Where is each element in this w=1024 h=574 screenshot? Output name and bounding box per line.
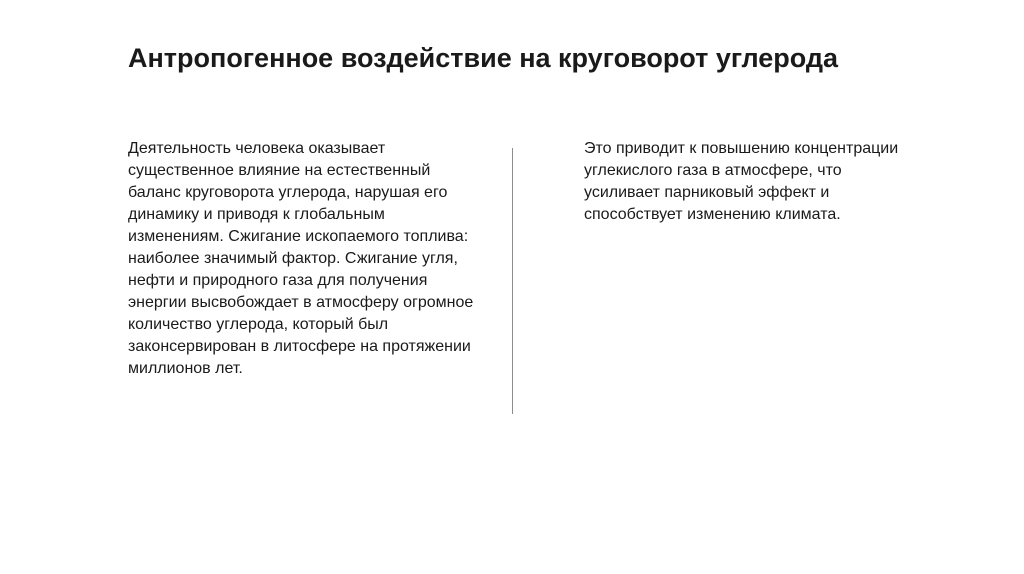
left-text-column: [128, 138, 478, 380]
slide-title: Антропогенное воздействие на круговорот углерода: [128, 43, 839, 73]
left-paragraph: Деятельность человека оказывает существенное влияние на естественный баланс круговорота углерода, нарушая его динамику и приводя к глобальным изменениям. Сжигание ископаемого топлива: наиболее значимый фактор. Сжигание угля, нефти и природного газа для получения энергии высвобождает в атмосферу огромное количество углерода, который был законсервирован в литосфере на протяжении миллионов лет.: [128, 140, 474, 377]
right-text-column: [584, 138, 904, 226]
column-divider: [512, 148, 513, 414]
right-paragraph: Это приводит к повышению концентрации углекислого газа в атмосфере, что усиливает парниковый эффект и способствует изменению климата.: [584, 140, 899, 223]
